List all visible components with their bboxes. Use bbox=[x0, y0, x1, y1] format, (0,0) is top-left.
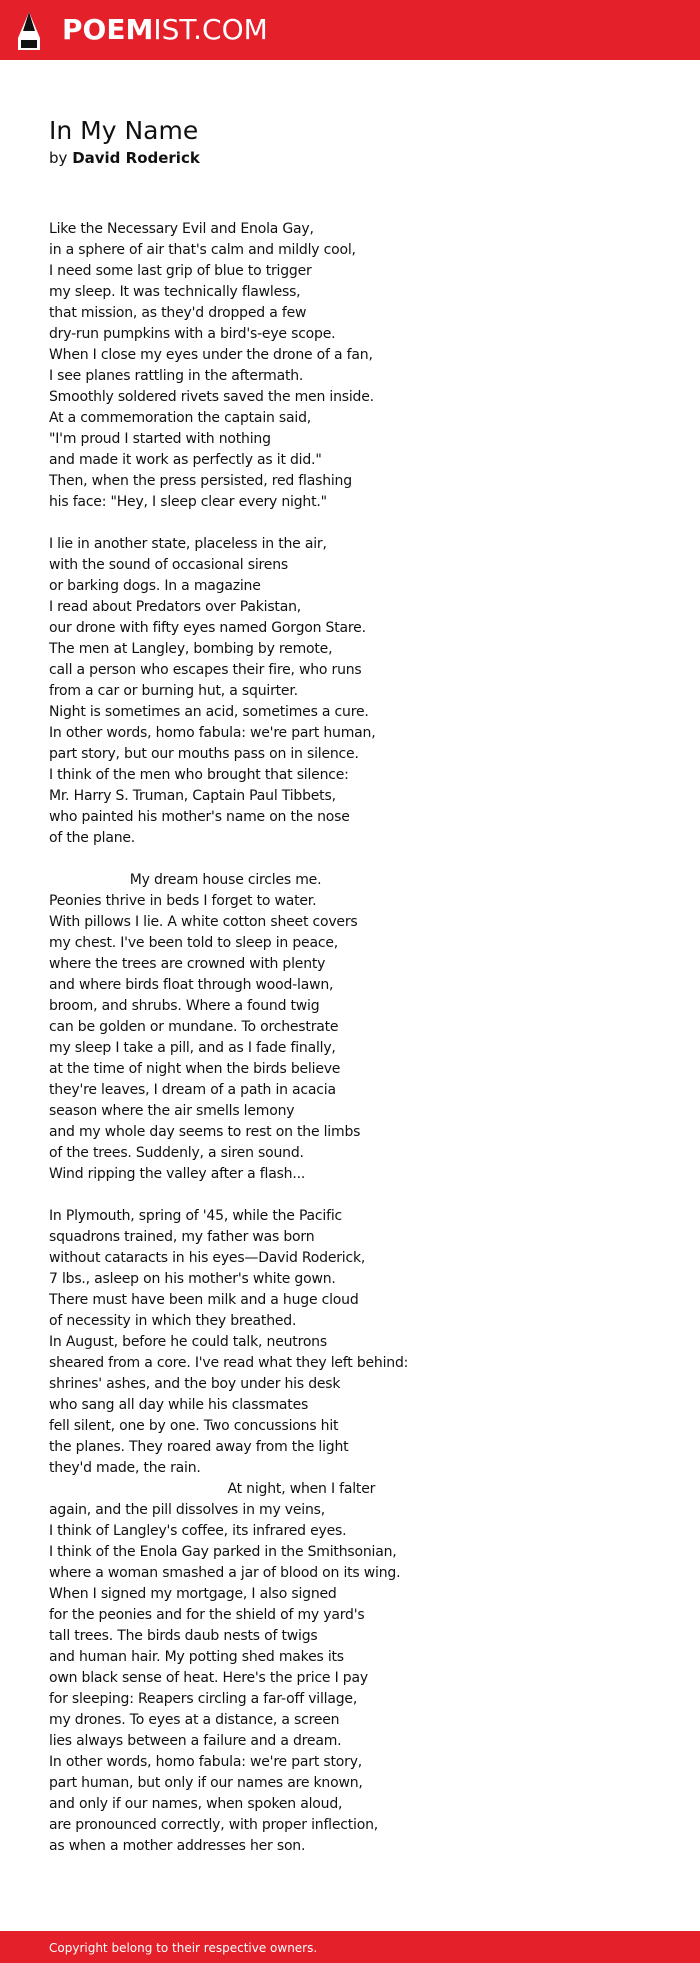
stanza-break bbox=[49, 849, 669, 870]
poem-line: without cataracts in his eyes—David Roderick, bbox=[49, 1250, 366, 1266]
poem-line: my drones. To eyes at a distance, a screen bbox=[49, 1712, 340, 1728]
poem-line: dry-run pumpkins with a bird's-eye scope. bbox=[49, 326, 336, 342]
poem-line: my sleep. It was technically flawless, bbox=[49, 284, 301, 300]
poem-line: at the time of night when the birds believe bbox=[49, 1061, 341, 1077]
stanza-break bbox=[49, 513, 669, 534]
poem-line: season where the air smells lemony bbox=[49, 1103, 295, 1119]
poem-line: squadrons trained, my father was born bbox=[49, 1229, 315, 1245]
logo-bold-part: POEM bbox=[62, 13, 154, 46]
poem-body bbox=[49, 219, 669, 1857]
poem-line: Mr. Harry S. Truman, Captain Paul Tibbets, bbox=[49, 788, 336, 804]
poem-line: I read about Predators over Pakistan, bbox=[49, 599, 302, 615]
poem-line: call a person who escapes their fire, who runs bbox=[49, 662, 362, 678]
poem-line: of necessity in which they breathed. bbox=[49, 1313, 297, 1329]
poem-line: and human hair. My potting shed makes its bbox=[49, 1649, 344, 1665]
poem-line: our drone with fifty eyes named Gorgon Stare. bbox=[49, 620, 366, 636]
poem-line: and my whole day seems to rest on the limbs bbox=[49, 1124, 361, 1140]
by-label: by bbox=[49, 149, 68, 167]
poem-line: I think of the men who brought that silence: bbox=[49, 767, 349, 783]
site-footer bbox=[0, 1931, 700, 1963]
poem-line: I see planes rattling in the aftermath. bbox=[49, 368, 304, 384]
poem-line: own black sense of heat. Here's the price I pay bbox=[49, 1670, 368, 1686]
poem-line: as when a mother addresses her son. bbox=[49, 1838, 306, 1854]
poem-line: Then, when the press persisted, red flashing bbox=[49, 473, 352, 489]
poem-line: for sleeping: Reapers circling a far-off village, bbox=[49, 1691, 358, 1707]
author-name: David Roderick bbox=[72, 149, 200, 167]
poem-line: my sleep I take a pill, and as I fade finally, bbox=[49, 1040, 336, 1056]
poem-line: Like the Necessary Evil and Enola Gay, bbox=[49, 221, 314, 237]
poem-line: his face: "Hey, I sleep clear every night." bbox=[49, 494, 327, 510]
poem-line: my chest. I've been told to sleep in peace, bbox=[49, 935, 338, 951]
poem-line: When I close my eyes under the drone of a fan, bbox=[49, 347, 373, 363]
poem-line: are pronounced correctly, with proper inflection, bbox=[49, 1817, 379, 1833]
poem-line: where the trees are crowned with plenty bbox=[49, 956, 326, 972]
poem-line: in a sphere of air that's calm and mildly cool, bbox=[49, 242, 356, 258]
poem-line: Peonies thrive in beds I forget to water. bbox=[49, 893, 317, 909]
logo-light-part: IST.COM bbox=[153, 13, 268, 46]
stanza-break bbox=[49, 1185, 669, 1206]
poem-line: who painted his mother's name on the nose bbox=[49, 809, 350, 825]
poem-line: At night, when I falter bbox=[49, 1481, 376, 1497]
poem-line: can be golden or mundane. To orchestrate bbox=[49, 1019, 339, 1035]
poem-line: or barking dogs. In a magazine bbox=[49, 578, 261, 594]
poem-line: In August, before he could talk, neutrons bbox=[49, 1334, 327, 1350]
site-logo[interactable] bbox=[62, 11, 268, 49]
poem-title: In My Name bbox=[49, 116, 199, 145]
poem-line: With pillows I lie. A white cotton sheet covers bbox=[49, 914, 358, 930]
byline bbox=[49, 148, 200, 168]
poem-line: tall trees. The birds daub nests of twigs bbox=[49, 1628, 318, 1644]
poem-line: shrines' ashes, and the boy under his desk bbox=[49, 1376, 341, 1392]
poem-line: the planes. They roared away from the light bbox=[49, 1439, 349, 1455]
poem-line: Wind ripping the valley after a flash... bbox=[49, 1166, 306, 1182]
poem-line: I need some last grip of blue to trigger bbox=[49, 263, 312, 279]
poem-line: My dream house circles me. bbox=[49, 872, 322, 888]
poem-line: and made it work as perfectly as it did." bbox=[49, 452, 322, 468]
poem-line: they're leaves, I dream of a path in acacia bbox=[49, 1082, 336, 1098]
poem-line: Night is sometimes an acid, sometimes a cure. bbox=[49, 704, 369, 720]
poem-line: In Plymouth, spring of '45, while the Pacific bbox=[49, 1208, 343, 1224]
poem-line: of the plane. bbox=[49, 830, 136, 846]
poem-line: I think of Langley's coffee, its infrared eyes. bbox=[49, 1523, 347, 1539]
poem-line: 7 lbs., asleep on his mother's white gown. bbox=[49, 1271, 336, 1287]
poem-line: who sang all day while his classmates bbox=[49, 1397, 309, 1413]
poem-line: The men at Langley, bombing by remote, bbox=[49, 641, 333, 657]
poem-line: sheared from a core. I've read what they left behind: bbox=[49, 1355, 409, 1371]
poem-line: lies always between a failure and a dream. bbox=[49, 1733, 342, 1749]
poem-line: I think of the Enola Gay parked in the Smithsonian, bbox=[49, 1544, 397, 1560]
poem-line: they'd made, the rain. bbox=[49, 1460, 201, 1476]
poem-line: In other words, homo fabula: we're part human, bbox=[49, 725, 376, 741]
poem-line: "I'm proud I started with nothing bbox=[49, 431, 271, 447]
poem-line: fell silent, one by one. Two concussions hit bbox=[49, 1418, 339, 1434]
poem-line: for the peonies and for the shield of my yard's bbox=[49, 1607, 365, 1623]
poem-line: again, and the pill dissolves in my veins, bbox=[49, 1502, 325, 1518]
poem-line: part human, but only if our names are known, bbox=[49, 1775, 363, 1791]
poem-line: where a woman smashed a jar of blood on its wing. bbox=[49, 1565, 401, 1581]
poem-line: that mission, as they'd dropped a few bbox=[49, 305, 307, 321]
poem-line: Smoothly soldered rivets saved the men inside. bbox=[49, 389, 374, 405]
poem-line: of the trees. Suddenly, a siren sound. bbox=[49, 1145, 304, 1161]
poem-line: When I signed my mortgage, I also signed bbox=[49, 1586, 337, 1602]
site-header bbox=[0, 0, 700, 60]
poem-line: and where birds float through wood-lawn, bbox=[49, 977, 334, 993]
poem-line: from a car or burning hut, a squirter. bbox=[49, 683, 298, 699]
poem-line: with the sound of occasional sirens bbox=[49, 557, 288, 573]
poem-line: part story, but our mouths pass on in silence. bbox=[49, 746, 359, 762]
copyright-text: Copyright belong to their respective owners. bbox=[49, 1941, 318, 1955]
poem-line: broom, and shrubs. Where a found twig bbox=[49, 998, 320, 1014]
poem-line: There must have been milk and a huge cloud bbox=[49, 1292, 359, 1308]
poem-line: At a commemoration the captain said, bbox=[49, 410, 312, 426]
poem-line: and only if our names, when spoken aloud, bbox=[49, 1796, 343, 1812]
pen-nib-icon[interactable] bbox=[16, 11, 42, 51]
poem-line: I lie in another state, placeless in the air, bbox=[49, 536, 327, 552]
poem-line: In other words, homo fabula: we're part story, bbox=[49, 1754, 363, 1770]
